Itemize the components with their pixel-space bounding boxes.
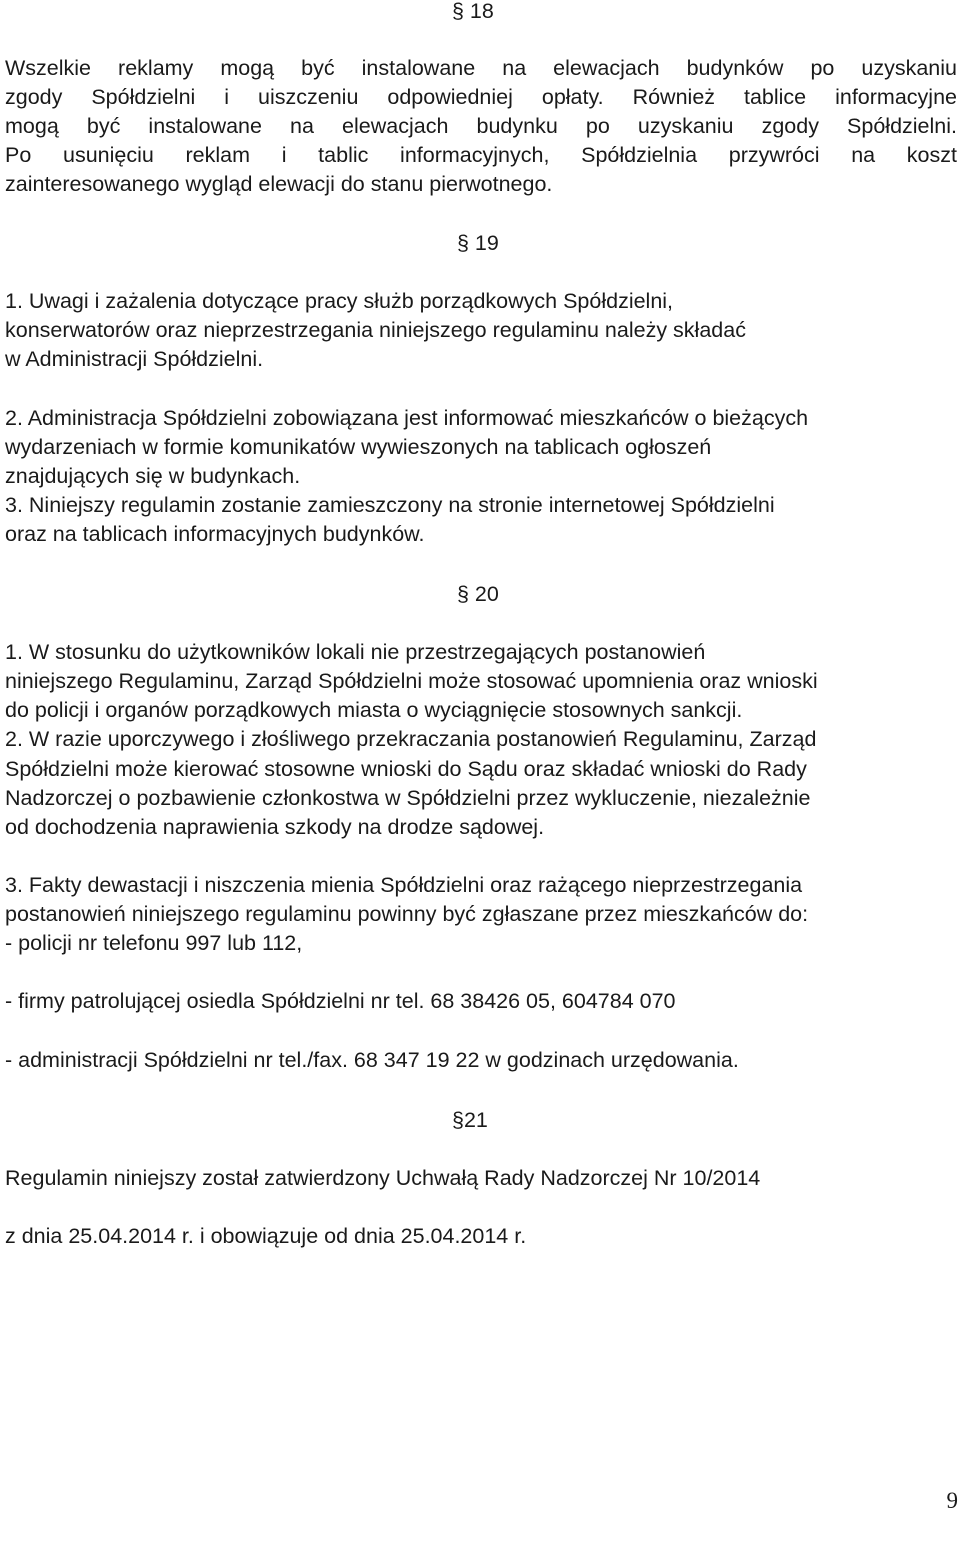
text-line: 2. Administracja Spółdzielni zobowiązana jest informować mieszkańców o bieżących [5, 406, 809, 430]
text-line: od dochodzenia naprawienia szkody na drodze sądowej. [5, 815, 545, 839]
text-line: - administracji Spółdzielni nr tel./fax. 68 347 19 22 w godzinach urzędowania. [5, 1048, 739, 1072]
text-line: 3. Fakty dewastacji i niszczenia mienia Spółdzielni oraz rażącego nieprzestrzegania [5, 873, 803, 897]
text-line: Wszelkie reklamy mogą być instalowane na elewacjach budynków po uzyskaniu [5, 56, 957, 80]
text-line: znajdujących się w budynkach. [5, 464, 301, 488]
text-line: oraz na tablicach informacyjnych budynków. [5, 522, 425, 546]
text-line: konserwatorów oraz nieprzestrzegania niniejszego regulaminu należy składać [5, 318, 746, 342]
text-line: Regulamin niniejszy został zatwierdzony Uchwałą Rady Nadzorczej Nr 10/2014 [5, 1166, 761, 1190]
text-line: 2. W razie uporczywego i złośliwego przekraczania postanowień Regulaminu, Zarząd [5, 727, 817, 751]
text-line: zainteresowanego wygląd elewacji do stanu pierwotnego. [5, 172, 553, 196]
text-line: wydarzeniach w formie komunikatów wywieszonych na tablicach ogłoszeń [5, 435, 712, 459]
text-line: Spółdzielni może kierować stosowne wnioski do Sądu oraz składać wnioski do Rady [5, 757, 807, 781]
text-line: 3. Niniejszy regulamin zostanie zamieszczony na stronie internetowej Spółdzielni [5, 493, 775, 517]
text-line: w Administracji Spółdzielni. [5, 347, 264, 371]
text-line: 1. Uwagi i zażalenia dotyczące pracy służb porządkowych Spółdzielni, [5, 289, 674, 313]
text-line: 1. W stosunku do użytkowników lokali nie przestrzegających postanowień [5, 640, 706, 664]
text-line: Nadzorczej o pozbawienie członkostwa w Spółdzielni przez wykluczenie, niezależnie [5, 786, 811, 810]
text-line: postanowień niniejszego regulaminu powinny być zgłaszane przez mieszkańców do: [5, 902, 809, 926]
text-line: zgody Spółdzielni i uiszczeniu odpowiedniej opłaty. Również tablice informacyjne [5, 85, 957, 109]
section-heading-19: § 19 [457, 231, 499, 255]
text-line: Po usunięciu reklam i tablic informacyjnych, Spółdzielnia przywróci na koszt [5, 143, 957, 167]
text-line: z dnia 25.04.2014 r. i obowiązuje od dnia 25.04.2014 r. [5, 1224, 527, 1248]
text-line: - firmy patrolującej osiedla Spółdzielni nr tel. 68 38426 05, 604784 070 [5, 989, 676, 1013]
section-heading-18: § 18 [452, 0, 494, 23]
text-line: mogą być instalowane na elewacjach budynku po uzyskaniu zgody Spółdzielni. [5, 114, 957, 138]
text-line: do policji i organów porządkowych miasta o wyciągnięcie stosownych sankcji. [5, 698, 743, 722]
text-line: - policji nr telefonu 997 lub 112, [5, 931, 303, 955]
text-line: niniejszego Regulaminu, Zarząd Spółdzielni może stosować upomnienia oraz wnioski [5, 669, 818, 693]
section-heading-20: § 20 [457, 582, 499, 606]
page-number: 9 [946, 1488, 958, 1513]
section-heading-21: §21 [452, 1108, 488, 1132]
